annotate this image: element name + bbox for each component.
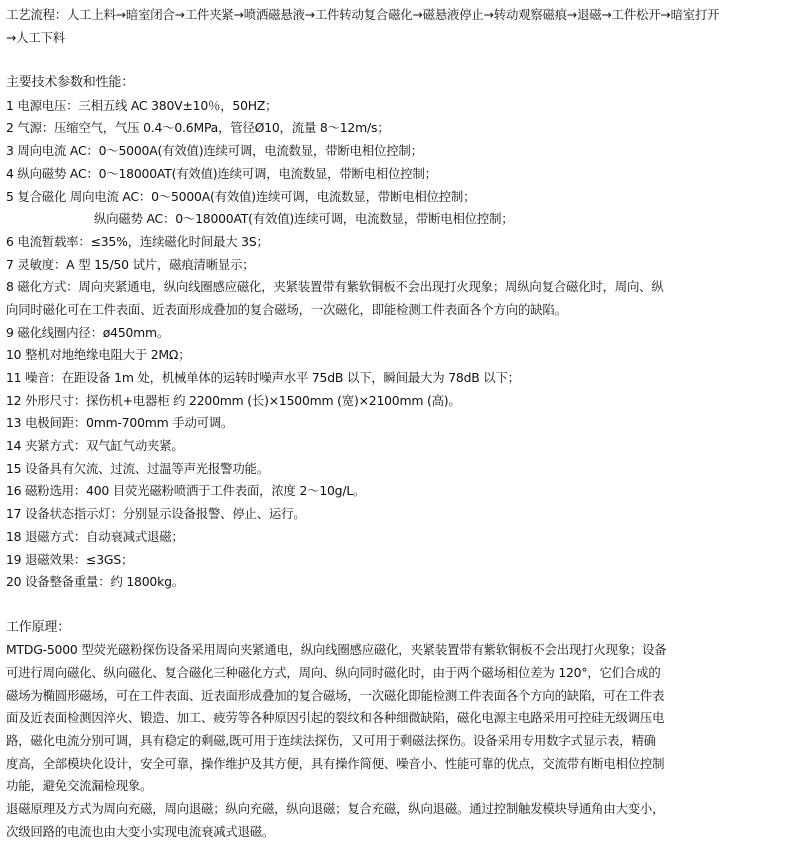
spec-line: 10 整机对地绝缘电阻大于 2MΩ；: [6, 347, 191, 363]
specs-heading: 主要技术参数和性能：: [6, 75, 135, 91]
spec-line: 6 电流暂载率：≤35%，连续磁化时间最大 3S；: [6, 233, 269, 249]
principle-line: 退磁原理及方式为周向充磁，周向退磁；纵向充磁，纵向退磁；复合充磁，纵向退磁。通过控制触发模块导通角由大变小，: [6, 801, 665, 817]
spec-line: 1 电源电压：三相五线 AC 380V±10％，50HZ；: [6, 97, 278, 113]
spec-line: 7 灵敏度：A 型 15/50 试片，磁痕清晰显示；: [6, 256, 255, 272]
spec-line: 2 气源：压缩空气，气压 0.4～0.6MPa，管径Ø10，流量 8～12m/s；: [6, 120, 390, 136]
spec-line: 4 纵向磁势 AC：0～18000AT(有效值)连续可调，电流数显，带断电相位控制；: [6, 165, 437, 181]
process-flow-line-2: →人工下料: [6, 29, 65, 45]
spec-line-indented: 纵向磁势 AC：0～18000AT(有效值)连续可调，电流数显，带断电相位控制；: [94, 211, 514, 227]
spec-line: 11 噪音：在距设备 1m 处，机械单体的运转时噪声水平 75dB 以下，瞬间最大为 78dB 以下；: [6, 370, 520, 385]
spec-line: 15 设备具有欠流、过流、过温等声光报警功能。: [6, 460, 269, 476]
spec-line: 8 磁化方式：周向夹紧通电，纵向线圈感应磁化，夹紧装置带有紫软铜板不会出现打火现象；周纵向复合磁化时，周向、纵: [6, 279, 664, 295]
principle-line: 磁场为椭圆形磁场，可在工件表面、近表面形成叠加的复合磁场，一次磁化即能检测工件表面各个方向的缺陷，可在工件表: [6, 687, 665, 703]
spec-line: 向同时磁化可在工件表面、近表面形成叠加的复合磁场，一次磁化，即能检测工件表面各个方向的缺陷。: [6, 301, 567, 317]
spec-line: 13 电极间距：0mm-700mm 手动可调。: [6, 415, 234, 431]
principle-line: MTDG-5000 型荧光磁粉探伤设备采用周向夹紧通电，纵向线圈感应磁化，夹紧装置带有紫软铜板不会出现打火现象；设备: [6, 642, 667, 658]
spacer: [6, 49, 795, 72]
spec-line: 20 设备整备重量：约 1800kg。: [6, 574, 184, 590]
principle-line: 路，磁化电流分别可调，具有稳定的剩磁,既可用于连续法探伤，又可用于剩磁法探伤。设备采用专用数字式显示表，精确: [6, 733, 656, 748]
spec-line: 3 周向电流 AC：0～5000A(有效值)连续可调，电流数显，带断电相位控制；: [6, 143, 423, 159]
process-flow-line-1: 工艺流程：人工上料→暗室闭合→工件夹紧→喷洒磁悬液→工件转动复合磁化→磁悬液停止→转动观察磁痕→退磁→工件松开→暗室打开: [6, 7, 720, 22]
principle-line: 度高，全部模块化设计，安全可靠，操作维护及其方便，具有操作简便、噪音小、性能可靠的优点，交流带有断电相位控制: [6, 755, 665, 771]
spec-line: 17 设备状态指示灯：分别显示设备报警、停止、运行。: [6, 506, 306, 522]
spec-line: 12 外形尺寸：探伤机+电器柜 约 2200mm (长)×1500mm (宽)×2100mm (高)。: [6, 392, 461, 408]
spec-line: 19 退磁效果：≤3GS；: [6, 551, 134, 567]
principle-line: 可进行周向磁化、纵向磁化、复合磁化三种磁化方式，周向、纵向同时磁化时，由于两个磁场相位差为 120°，它们合成的: [6, 664, 661, 680]
spacer: [6, 594, 795, 617]
principle-line: 面及近表面检测因淬火、锻造、加工、疲劳等各种原因引起的裂纹和各种细微缺陷，磁化电源主电路采用可控硅无级调压电: [6, 710, 665, 726]
spec-line: 5 复合磁化 周向电流 AC：0～5000A(有效值)连续可调，电流数显，带断电相位控制；: [6, 188, 476, 204]
spec-line: 18 退磁方式：自动衰减式退磁；: [6, 528, 184, 544]
principle-line: 次级回路的电流也由大变小实现电流衰减式退磁。: [6, 823, 275, 839]
spec-line: 14 夹紧方式：双气缸气动夹紧。: [6, 438, 184, 454]
spec-line: 9 磁化线圈内径：ø450mm。: [6, 324, 170, 340]
principle-heading: 工作原理：: [6, 619, 71, 635]
principle-line: 功能，避免交流漏检现象。: [6, 778, 153, 794]
spec-line: 16 磁粉选用：400 目荧光磁粉喷洒于工件表面，浓度 2～10g/L。: [6, 483, 366, 499]
